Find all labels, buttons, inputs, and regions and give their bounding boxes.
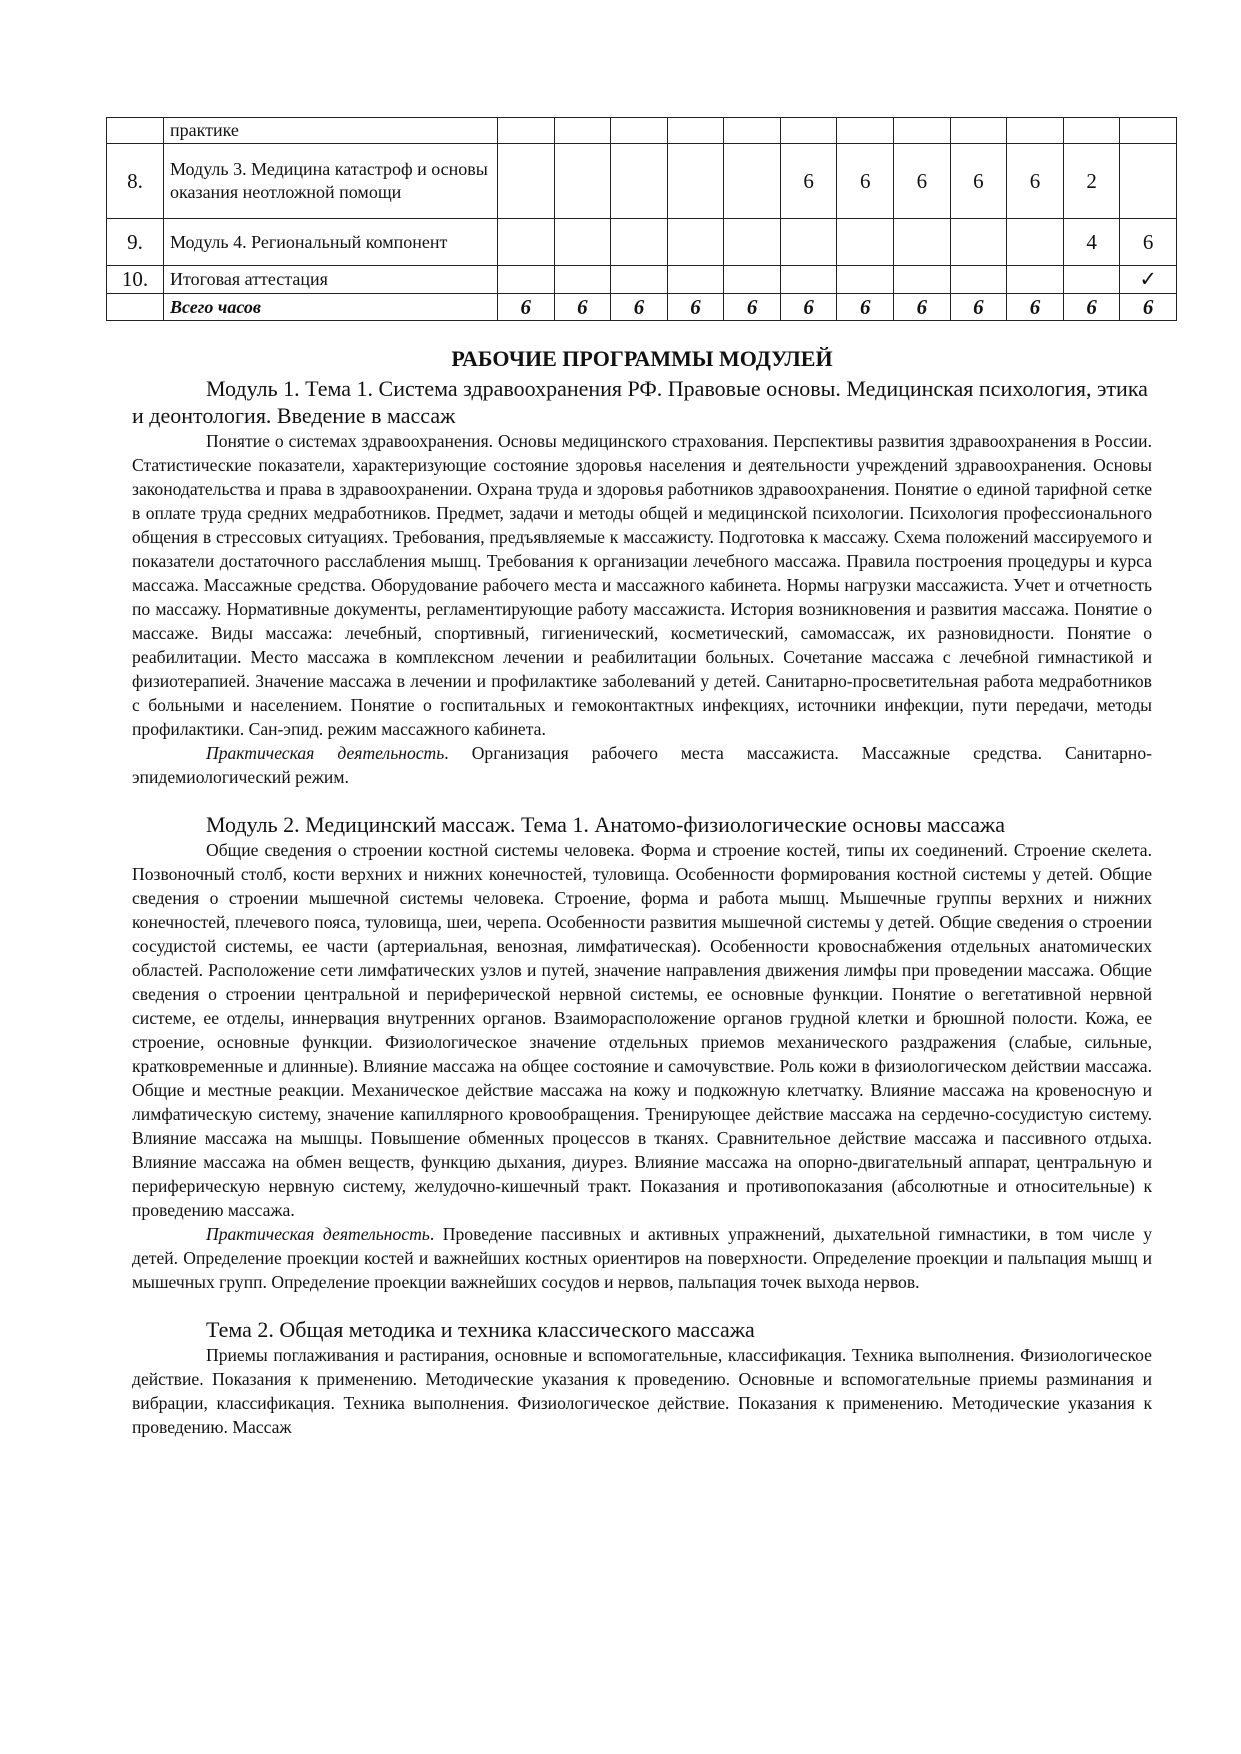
hours-cell: [1063, 266, 1120, 294]
hours-cell: [780, 219, 837, 266]
hours-cell: [950, 266, 1007, 294]
hours-cell: [667, 219, 724, 266]
hours-cell: [667, 118, 724, 144]
hours-table: [106, 117, 1177, 321]
row-number: 10.: [107, 266, 164, 294]
hours-cell: 6: [1007, 144, 1064, 219]
practice-label: Практическая деятельность: [206, 743, 445, 763]
module2-body: Общие сведения о строении костной системы человека. Форма и строение костей, типы их соединений. Строение скелета. Позвоночный столб, кости верхних и нижних конечностей, туловища. Особенности формирования костной системы у детей. Общие сведения о строении мышечной системы человека. Строение, форма и работа мышц. Мышечные группы верхних и нижних конечностей, плечевого пояса, туловища, шеи, черепа. Особенности развития мышечной системы у детей. Общие сведения о строении сосудистой системы, ее части (артериальная, венозная, лимфатическая). Особенности кровоснабжения отдельных анатомических областей. Расположение сети лимфатических узлов и путей, значение направления движения лимфы при проведении массажа. Общие сведения о строении центральной и периферической нервной системы, ее основные функции. Понятие о вегетативной нервной системе, ее отделы, иннервация внутренних органов. Взаиморасположение органов грудной клетки и брюшной полости. Кожа, ее строение, основные функции. Физиологическое значение отдельных приемов механического раздражения (слабые, сильные, кратковременные и длинные). Влияние массажа на общее состояние и самочувствие. Роль кожи в физиологическом действии массажа. Общие и местные реакции. Механическое действие массажа на кожу и подкожную клетчатку. Влияние массажа на кровеносную и лимфатическую систему, значение капиллярного кровообращения. Тренирующее действие массажа на сердечно-сосудистую систему. Влияние массажа на мышцы. Повышение обменных процессов в тканях. Сравнительное действие массажа и пассивного отдыха. Влияние массажа на обмен веществ, функцию дыхания, диурез. Влияние массажа на опорно-двигательный аппарат, центральную и периферическую нервную систему, желудочно-кишечный тракт. Показания и противопоказания (абсолютные и относительные) к проведению массажа.: [132, 840, 1152, 1220]
hours-cell: [724, 219, 781, 266]
hours-cell: 6: [780, 144, 837, 219]
row-title: практике: [164, 118, 498, 144]
hours-cell: [554, 144, 611, 219]
hours-cell: [950, 219, 1007, 266]
hours-cell: [950, 118, 1007, 144]
hours-cell: 6: [667, 294, 724, 321]
hours-cell: [498, 219, 555, 266]
row-title: Итоговая аттестация: [164, 266, 498, 294]
hours-cell: [1007, 266, 1064, 294]
table-row: [107, 118, 1177, 144]
hours-cell: [554, 118, 611, 144]
hours-cell: 4: [1063, 219, 1120, 266]
hours-cell: [667, 144, 724, 219]
hours-cell: [837, 266, 894, 294]
hours-cell: 6: [1120, 294, 1177, 321]
hours-cell: 6: [950, 294, 1007, 321]
hours-cell: 6: [780, 294, 837, 321]
row-title: Модуль 3. Медицина катастроф и основы оказания неотложной помощи: [164, 144, 498, 219]
topic2-heading: Тема 2. Общая методика и техника классического массажа: [206, 1317, 755, 1342]
row-number: [107, 294, 164, 321]
hours-cell: 6: [837, 144, 894, 219]
hours-cell: [724, 118, 781, 144]
hours-cell: ✓: [1120, 266, 1177, 294]
hours-cell: 6: [554, 294, 611, 321]
row-number: 9.: [107, 219, 164, 266]
hours-cell: [1120, 118, 1177, 144]
hours-cell: [780, 266, 837, 294]
table-row: [107, 294, 1177, 321]
hours-cell: 6: [1063, 294, 1120, 321]
hours-cell: [554, 219, 611, 266]
hours-cell: 6: [1120, 219, 1177, 266]
hours-cell: [780, 118, 837, 144]
hours-cell: [554, 266, 611, 294]
section-title: РАБОЧИЕ ПРОГРАММЫ МОДУЛЕЙ: [451, 346, 833, 371]
hours-cell: [611, 118, 668, 144]
hours-cell: 6: [894, 294, 951, 321]
module1-practice: [132, 741, 1152, 789]
hours-cell: [498, 266, 555, 294]
hours-cell: 6: [1007, 294, 1064, 321]
topic2-body: Приемы поглаживания и растирания, основные и вспомогательные, классификация. Техника выполнения. Физиологическое действие. Показания к применению. Методические указания к проведению. Основные и вспомогательные приемы разминания и вибрации, классификация. Техника выполнения. Физиологическое действие. Показания к применению. Методические указания к проведению. Массаж: [132, 1345, 1152, 1437]
hours-cell: [1007, 219, 1064, 266]
hours-cell: [837, 219, 894, 266]
hours-cell: [667, 266, 724, 294]
row-title: Всего часов: [164, 294, 498, 321]
hours-cell: [1063, 118, 1120, 144]
practice-text: . Организация рабочего места массажиста. Массажные средства. Санитарно-эпидемиологический режим.: [132, 743, 1152, 787]
hours-cell: 6: [894, 144, 951, 219]
hours-cell: [724, 144, 781, 219]
hours-cell: [894, 219, 951, 266]
hours-cell: [894, 266, 951, 294]
practice-text: . Проведение пассивных и активных упражнений, дыхательной гимнастики, в том числе у детей. Определение проекции костей и важнейших костных ориентиров на поверхности. Определение проекции и пальпация мышц и мышечных групп. Определение проекции важнейших сосудов и нервов, пальпация точек выхода нервов.: [132, 1224, 1152, 1292]
table-row: [107, 144, 1177, 219]
hours-cell: 6: [611, 294, 668, 321]
row-number: 8.: [107, 144, 164, 219]
table-row: [107, 219, 1177, 266]
module-programs: [132, 345, 1152, 1439]
hours-cell: [837, 118, 894, 144]
row-number: [107, 118, 164, 144]
module1-heading: Модуль 1. Тема 1. Система здравоохранения РФ. Правовые основы. Медицинская психология, этика и деонтология. Введение в массаж: [132, 376, 1148, 428]
module2-heading: Модуль 2. Медицинский массаж. Тема 1. Анатомо-физиологические основы массажа: [206, 812, 1006, 837]
hours-cell: 6: [837, 294, 894, 321]
hours-cell: [498, 144, 555, 219]
hours-cell: 6: [950, 144, 1007, 219]
hours-cell: [894, 118, 951, 144]
hours-cell: [611, 144, 668, 219]
hours-cell: 6: [498, 294, 555, 321]
hours-cell: [611, 266, 668, 294]
hours-cell: [1120, 144, 1177, 219]
practice-label: Практическая деятельность: [206, 1224, 430, 1244]
hours-cell: [724, 266, 781, 294]
table-row: [107, 266, 1177, 294]
hours-cell: [611, 219, 668, 266]
row-title: Модуль 4. Региональный компонент: [164, 219, 498, 266]
hours-cell: 2: [1063, 144, 1120, 219]
hours-cell: [1007, 118, 1064, 144]
module1-body: Понятие о системах здравоохранения. Основы медицинского страхования. Перспективы развития здравоохранения в России. Статистические показатели, характеризующие состояние здоровья населения и деятельности учреждений здравоохранения. Основы законодательства и права в здравоохранении. Охрана труда и здоровья работников здравоохранения. Понятие о единой тарифной сетке в оплате труда средних медработников. Предмет, задачи и методы общей и медицинской психологии. Психология профессионального общения в стрессовых ситуациях. Требования, предъявляемые к массажисту. Подготовка к массажу. Схема положений массируемого и показатели достаточного расслабления мышц. Требования к организации лечебного массажа. Правила построения процедуры и курса массажа. Массажные средства. Оборудование рабочего места и массажного кабинета. Нормы нагрузки массажиста. Учет и отчетность по массажу. Нормативные документы, регламентирующие работу массажиста. История возникновения и развития массажа. Понятие о массаже. Виды массажа: лечебный, спортивный, гигиенический, косметический, самомассаж, их разновидности. Понятие о реабилитации. Место массажа в комплексном лечении и реабилитации больных. Сочетание массажа с лечебной гимнастикой и физиотерапией. Значение массажа в лечении и профилактике заболеваний у детей. Санитарно-просветительная работа медработников с больными и населением. Понятие о госпитальных и гемоконтактных инфекциях, источники инфекции, пути передачи, методы профилактики. Сан-эпид. режим массажного кабинета.: [132, 431, 1152, 739]
hours-cell: 6: [724, 294, 781, 321]
hours-cell: [498, 118, 555, 144]
module2-practice: [132, 1222, 1152, 1294]
